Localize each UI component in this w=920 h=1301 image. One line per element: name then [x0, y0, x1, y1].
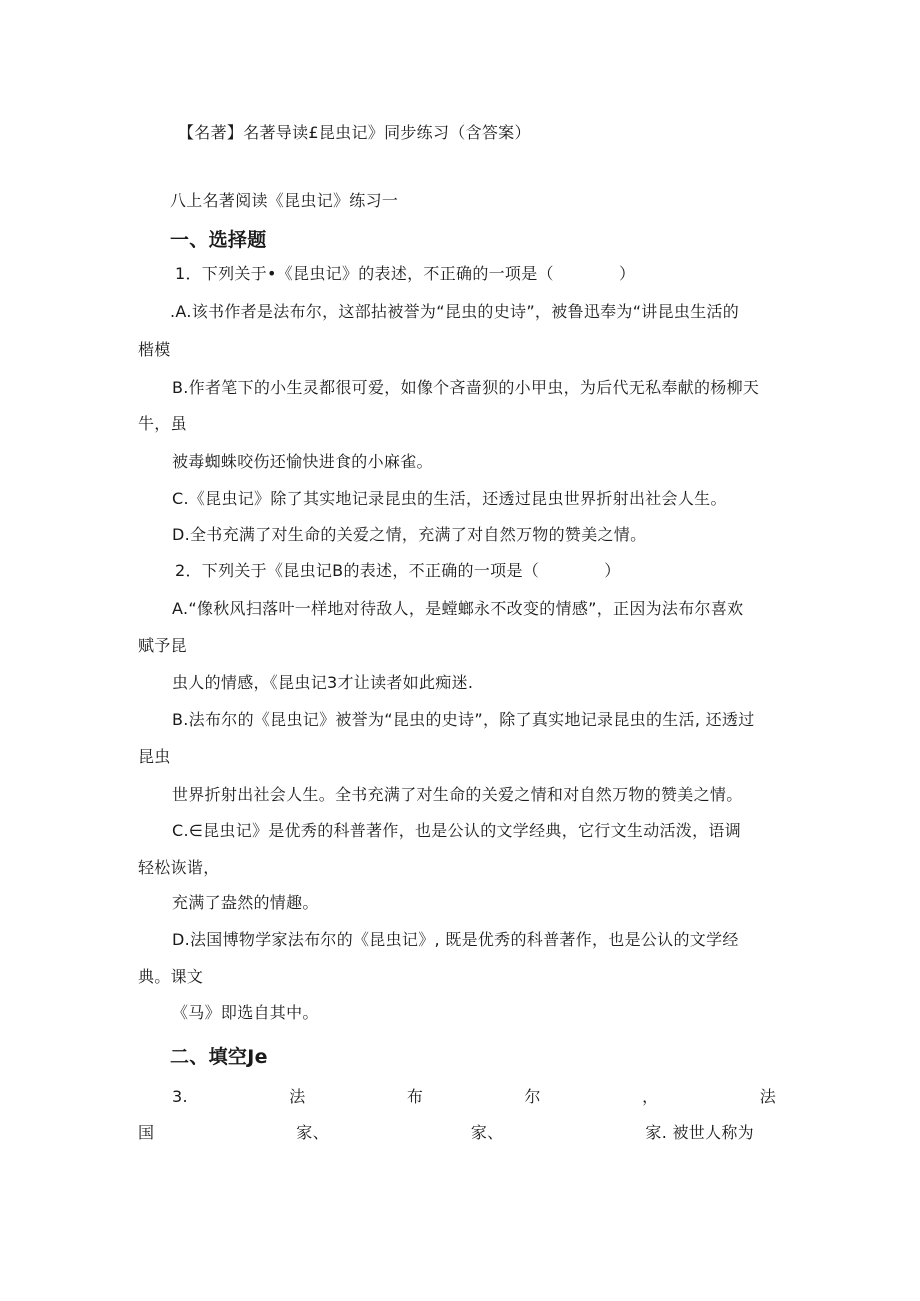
question-3-char: 法	[289, 1087, 306, 1106]
question-1-option-c: C.《昆虫记》除了其实地记录昆虫的生活，还透过昆虫世界折射出社会人生。	[172, 489, 727, 508]
question-2-option-b-cont: 昆虫	[138, 747, 171, 766]
question-3-line-2	[138, 1122, 754, 1144]
question-3-blank-2: 家、	[470, 1123, 504, 1142]
question-3-char: 布	[406, 1087, 424, 1106]
question-3-char: 法	[759, 1087, 776, 1106]
question-1-option-b-cont2: 被毒蜘蛛咬伤还愉快进食的小麻雀。	[172, 452, 433, 471]
question-3-number: 3.	[172, 1087, 188, 1106]
question-1-stem: 1．下列关于•《昆虫记》的表述，不正确的一项是（ ）	[175, 264, 636, 283]
question-3-blank-3: 家. 被世人称为	[645, 1123, 754, 1142]
section-heading-choice: 一、选择题	[170, 229, 267, 251]
question-2-option-b: B.法布尔的《昆虫记》被誉为“昆虫的史诗”，除了真实地记录昆虫的生活, 还透过	[172, 710, 755, 729]
question-3-char: 尔	[524, 1087, 541, 1106]
question-1-option-d: D.全书充满了对生命的关爱之情，充满了对自然万物的赞美之情。	[172, 525, 647, 544]
question-3-line-1	[172, 1086, 776, 1108]
question-2-option-d: D.法国博物学家法布尔的《昆虫记》, 既是优秀的科普著作，也是公认的文学经	[172, 930, 739, 949]
question-2-option-b-cont2: 世界折射出社会人生。全书充满了对生命的关爱之情和对自然万物的赞美之情。	[172, 785, 743, 804]
question-2-option-a-cont2: 虫人的情感，《昆虫记3才让读者如此痴迷.	[172, 673, 474, 692]
document-title: 【名著】名著导读£昆虫记》同步练习（含答案）	[178, 123, 531, 142]
question-1-option-a: .A.该书作者是法布尔，这部拈被誉为“昆虫的史诗”，被鲁迅奉为“讲昆虫生活的	[170, 302, 740, 321]
question-1-option-a-cont: 楷模	[138, 340, 171, 359]
section-heading-fill-blank: 二、填空Je	[170, 1046, 268, 1068]
question-2-option-d-cont2: 《马》即选自其中。	[172, 1003, 319, 1022]
document-subtitle: 八上名著阅读《昆虫记》练习一	[170, 191, 399, 210]
question-2-stem: 2．下列关于《昆虫记B的表述，不正确的一项是（ ）	[175, 561, 621, 580]
question-2-option-c-cont2: 充满了盎然的情趣。	[172, 893, 319, 912]
question-2-option-c-cont: 轻松诙谐，	[138, 858, 220, 877]
question-2-option-d-cont: 典。课文	[138, 967, 204, 986]
question-1-option-b: B.作者笔下的小生灵都很可爱，如像个吝啬狈的小甲虫，为后代无私奉献的杨柳天	[172, 378, 760, 397]
question-2-option-c: C.∈昆虫记》是优秀的科普著作，也是公认的文学经典，它行文生动活泼，语调	[172, 821, 741, 840]
question-2-option-a-cont: 赋予昆	[138, 636, 187, 655]
question-1-option-b-cont: 牛，虽	[138, 414, 187, 433]
question-3-char: ，	[642, 1087, 659, 1106]
question-3-char: 国	[138, 1123, 155, 1142]
question-2-option-a: A.“像秋风扫落叶一样地对待敌人，是螳螂永不改变的情感”，正因为法布尔喜欢	[172, 599, 744, 618]
question-3-blank-1: 家、	[296, 1123, 329, 1142]
